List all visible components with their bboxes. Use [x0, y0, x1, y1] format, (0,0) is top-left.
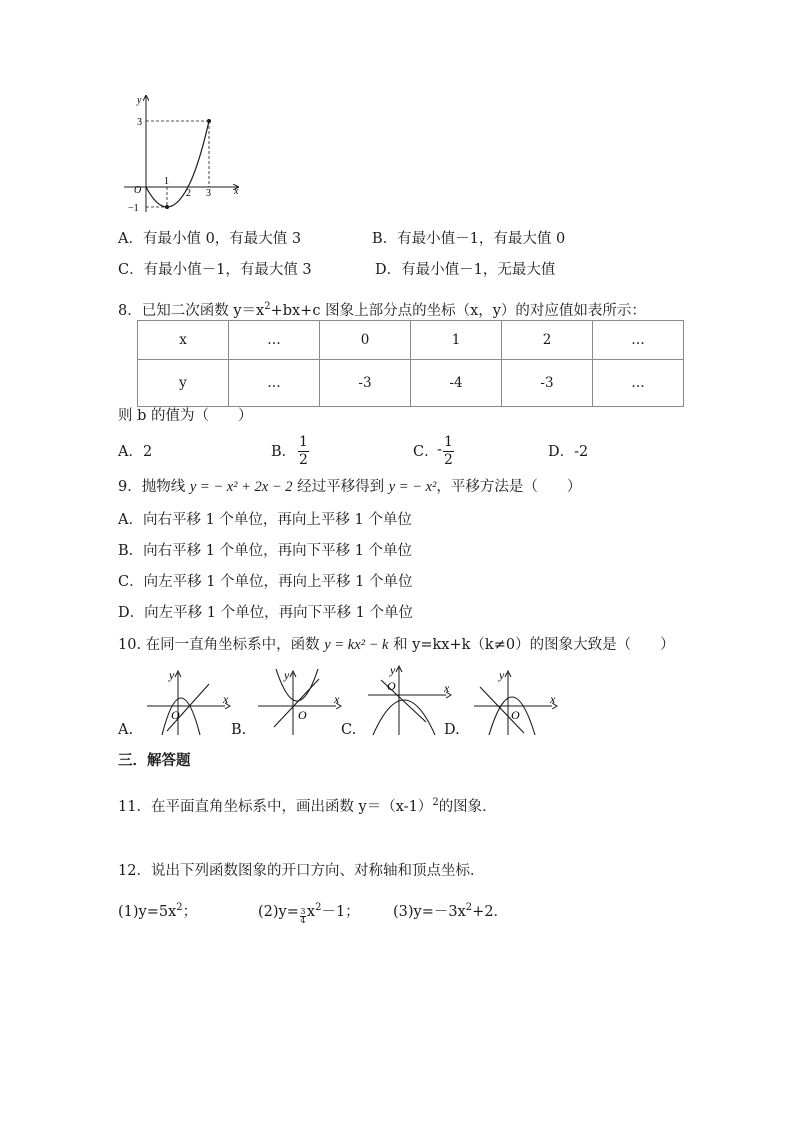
table-row-y [138, 360, 684, 407]
q8-stem [118, 297, 646, 321]
q12-part3 [393, 898, 508, 922]
q9-option-a[interactable]: A．向右平移 1 个单位，再向上平移 1 个单位 [118, 512, 412, 528]
q12-part2-b: x [306, 904, 316, 920]
y-axis-label: y [284, 668, 290, 682]
q12-part2-exponent: 2 [315, 902, 322, 913]
parabola-curve [373, 700, 435, 735]
q10-graph-a [145, 665, 235, 737]
q7-option-b[interactable]: B．有最小值－1，有最大值 0 [372, 231, 566, 247]
q10-number: 10. 在同一直角坐标系中，函数 [118, 637, 320, 653]
q7-option-c[interactable]: C．有最小值－1，有最大值 3 [118, 262, 312, 278]
q9-formula-target: y = − x² [388, 479, 437, 495]
tick-label-y3: 3 [137, 117, 142, 128]
table-cell: … [593, 321, 684, 360]
tick-label-x3: 3 [206, 188, 211, 199]
q8-option-d[interactable]: D．-2 [548, 444, 589, 460]
q12-part1-a: (1)y=5x [118, 904, 177, 920]
table-cell: y [138, 360, 229, 407]
q9-stem-middle: 经过平移得到 [297, 479, 385, 495]
q10-stem-tail: 和 y=kx+k（k≠0）的图象大致是（ ） [393, 637, 675, 653]
origin-label: O [387, 679, 396, 693]
table-cell: … [593, 360, 684, 407]
q10-option-d-label[interactable]: D. [444, 722, 460, 738]
q9-stem [118, 477, 581, 497]
y-axis-label: y [390, 663, 396, 677]
vertex-dot [165, 205, 169, 209]
q8-option-b-label[interactable]: B． [271, 444, 297, 460]
parabola-curve [276, 669, 318, 701]
q12-part1 [118, 898, 197, 922]
q10-option-c-label[interactable]: C. [341, 722, 357, 738]
x-axis-label: x [550, 692, 556, 706]
x-axis-label: x [444, 681, 450, 695]
q10-graph-d [472, 665, 562, 737]
table-cell: … [229, 321, 320, 360]
q8-stem-part2: +bx+c 图象上部分点的坐标（x，y）的对应值如表所示： [270, 303, 646, 319]
table-cell: -4 [411, 360, 502, 407]
fraction-numerator: 1 [444, 434, 453, 450]
tick-label-x2: 2 [186, 188, 191, 199]
parabola-curve [146, 121, 209, 207]
q9-formula-original: y = − x² + 2x − 2 [189, 479, 293, 495]
q12-part1-b: ； [182, 904, 198, 920]
q8-stem-part1: 8．已知二次函数 y＝x [118, 303, 265, 319]
q12-part3-a: (3)y=－3x [393, 904, 466, 920]
table-cell: … [229, 360, 320, 407]
q12-part2-fraction [300, 908, 306, 925]
table-cell: -3 [502, 360, 593, 407]
q7-option-a[interactable]: A．有最小值 0，有最大值 3 [118, 231, 302, 247]
q12-part3-b: +2． [472, 904, 509, 920]
q11-text-part2: 的图象． [438, 799, 497, 815]
origin-label: O [298, 708, 307, 722]
q8-stem-exponent: 2 [264, 301, 271, 312]
q9-number: 9．抛物线 [118, 479, 186, 495]
fraction-denominator: 4 [300, 916, 306, 925]
q10-graph-b [256, 665, 346, 737]
table-cell: x [138, 321, 229, 360]
table-cell: 0 [320, 321, 411, 360]
q12-part2-c: －1； [321, 904, 360, 920]
q11-stem [118, 793, 497, 817]
fraction-numerator: 1 [299, 434, 308, 450]
q10-stem [118, 635, 675, 655]
y-axis-label: y [169, 668, 175, 682]
q8-option-b-fraction [298, 435, 309, 468]
table-cell: -3 [320, 360, 411, 407]
table-row-x [138, 321, 684, 360]
q9-option-c[interactable]: C．向左平移 1 个单位，再向上平移 1 个单位 [118, 574, 413, 590]
q8-option-c-fraction [443, 435, 454, 468]
origin-label: O [511, 708, 520, 722]
tick-label-ym1: −1 [128, 203, 139, 214]
origin-label: O [171, 708, 180, 722]
q8-value-table [137, 320, 684, 407]
q12-part1-exponent: 2 [176, 902, 183, 913]
q8-question: 则 b 的值为（ ） [118, 408, 253, 424]
x-axis-label: x [234, 186, 239, 197]
x-axis-label: x [334, 692, 340, 706]
table-cell: 2 [502, 321, 593, 360]
y-axis-label: y [137, 95, 142, 106]
q8-option-a[interactable]: A．2 [118, 444, 153, 460]
q12-part3-exponent: 2 [465, 902, 473, 913]
line-graph [274, 679, 319, 727]
q7-option-d[interactable]: D．有最小值－1，无最大值 [375, 262, 556, 278]
q9-option-b[interactable]: B．向右平移 1 个单位，再向下平移 1 个单位 [118, 543, 413, 559]
q8-option-c-sign: - [437, 442, 442, 458]
fraction-denominator: 2 [299, 452, 308, 468]
q11-exponent: 2 [432, 797, 439, 808]
x-axis-label: x [223, 692, 229, 706]
q12-part2 [258, 898, 360, 925]
q10-option-a-label[interactable]: A. [118, 722, 134, 738]
q8-option-c-label[interactable]: C． [413, 444, 439, 460]
y-axis-label: y [499, 668, 505, 682]
fraction-denominator: 2 [444, 452, 453, 468]
q12-stem: 12．说出下列函数图象的开口方向、对称轴和顶点坐标． [118, 863, 485, 879]
q7-parabola-graph [118, 90, 248, 215]
fraction-numerator: 3 [300, 907, 306, 916]
tick-label-x1: 1 [164, 176, 169, 187]
q11-text-part1: 11．在平面直角坐标系中，画出函数 y＝（x-1） [118, 799, 433, 815]
q9-stem-tail: ，平移方法是（ ） [436, 479, 582, 495]
endpoint-dot [207, 119, 211, 123]
q12-part2-a: (2)y= [258, 904, 299, 920]
q10-formula: y = kx² − k [324, 637, 389, 653]
section-heading: 三．解答题 [118, 752, 191, 769]
table-cell: 1 [411, 321, 502, 360]
q10-graph-c [366, 660, 456, 737]
q9-option-d[interactable]: D．向左平移 1 个单位，再向下平移 1 个单位 [118, 605, 414, 621]
origin-label: O [134, 185, 142, 196]
q10-option-b-label[interactable]: B. [231, 722, 247, 738]
